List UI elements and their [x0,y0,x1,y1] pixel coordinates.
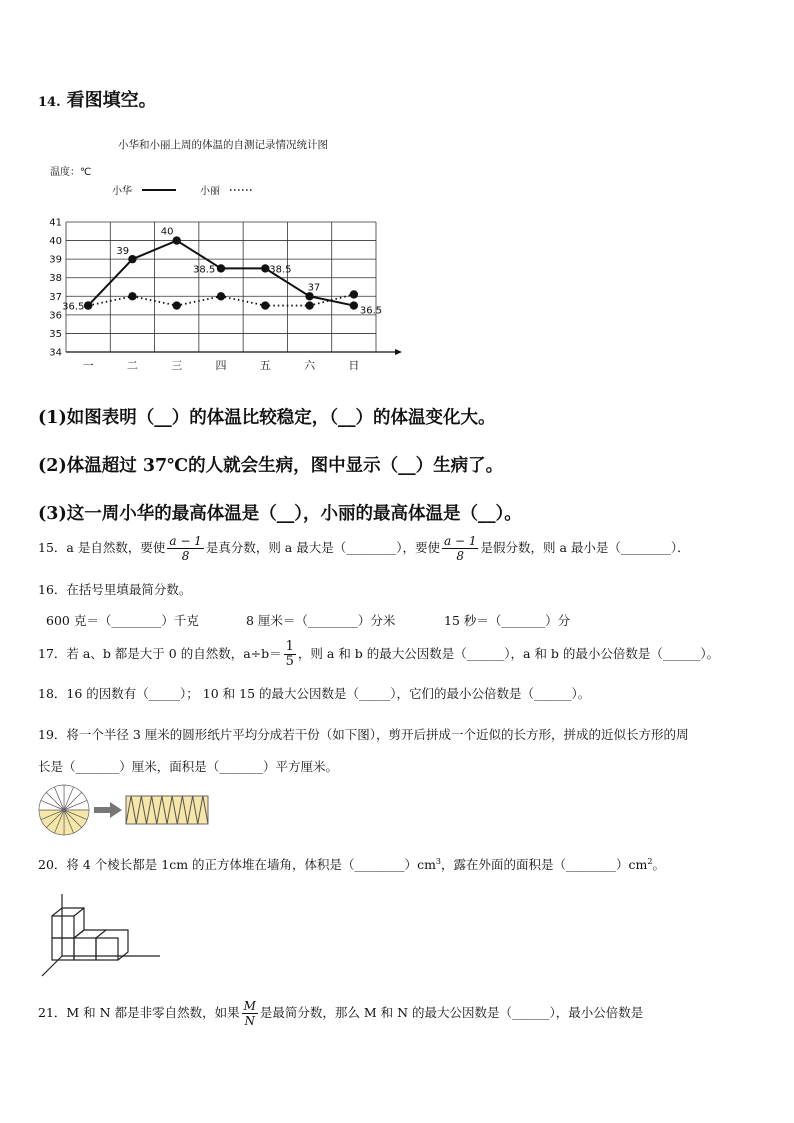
data-label: 39 [116,246,130,258]
q16-a: 600 克＝（________）千克 [46,613,199,628]
q17-fraction [284,640,296,669]
chart-y-label: 温度：℃ [50,167,92,178]
q15-part1: a 是自然数，要使 [66,540,166,555]
q21-frac-numerator: M [243,999,256,1013]
legend-xiaoli-label: 小丽 [200,186,220,197]
chart-grid [66,222,376,352]
q21-part2: 是最简分数，那么 M 和 N 的最大公因数是（______），最小公倍数是 [259,1005,644,1020]
data-label: 36.5 [359,305,383,317]
data-point-小丽 [217,292,225,300]
x-tick-label: 四 [215,359,227,372]
x-axis-arrow [395,349,402,355]
q21-part1: 21．M 和 N 都是非零自然数，如果 [38,1005,240,1020]
data-point-小华 [350,301,358,309]
q15-frac2-numerator: a − 1 [443,534,477,548]
data-point-小华 [128,255,136,263]
y-tick-label: 37 [49,291,62,303]
cube-bottom-3 [96,938,118,960]
chart-x-ticks [83,359,360,372]
data-label: 38.5 [269,264,292,276]
data-point-小华 [261,264,269,272]
q15 [38,534,690,563]
data-point-小丽 [84,301,92,309]
arrow-shaft [94,807,110,813]
q15-frac1-numerator: a − 1 [169,534,202,548]
q20-part1: 20．将 4 个棱长都是 1cm 的正方体堆在墙角，体积是（________） [38,857,418,872]
q14-sub3: (3)这一周小华的最高体温是（__），小丽的最高体温是（__）。 [38,504,522,524]
q20-cubes-figure [38,888,168,980]
sectored-circle [39,785,89,835]
q20-sup2: 2 [647,856,653,866]
q19-circle-rectangle-figure [36,782,216,838]
data-point-小丽 [128,292,136,300]
q17-part1: 17．若 a、b 都是大于 0 的自然数，a÷b＝ [38,646,282,661]
data-point-小丽 [173,301,181,309]
q20-unit2: cm [628,857,648,872]
q19-line1: 19．将一个半径 3 厘米的圆形纸片平均分成若干份（如下图），剪开后拼成一个近似的长方形，拼成的近似长方形的周 [38,727,689,742]
data-point-小华 [217,264,225,272]
x-tick-label: 二 [126,359,138,372]
q20-unit1: cm [417,857,436,872]
y-tick-label: 39 [49,254,62,266]
x-tick-label: 日 [348,359,360,372]
cube-bottom-2 [74,938,96,960]
y-tick-label: 41 [49,217,62,229]
x-tick-label: 六 [304,359,316,372]
q15-frac1-denominator: 8 [181,549,190,563]
data-point-小华 [305,292,313,300]
temperature-line-chart [40,130,420,380]
arrow-icon [110,802,122,818]
chart-y-ticks [49,218,62,359]
q17-frac-denominator: 5 [285,654,294,669]
data-point-小丽 [261,301,269,309]
q15-frac2-denominator: 8 [456,549,465,563]
q17 [38,640,719,669]
q16-text: 16．在括号里填最简分数。 [38,582,192,597]
data-label: 37 [307,282,321,294]
data-label: 40 [160,226,174,238]
x-tick-label: 三 [171,359,183,372]
x-tick-label: 一 [82,359,94,372]
cube-top [52,916,74,938]
cube-bottom-1 [52,938,74,960]
data-point-小丽 [350,290,358,298]
q18-text: 18．16 的因数有（_____）； 10 和 15 的最大公因数是（_____），它们的最小公倍数是（______）。 [38,686,591,701]
approx-rectangle [126,796,208,824]
q20-sup1: 3 [435,856,442,866]
q14-sub1: (1)如图表明（__）的体温比较稳定，（__）的体温变化大。 [38,408,496,428]
q17-frac-numerator: 1 [285,639,294,654]
y-tick-label: 40 [49,236,62,248]
y-tick-label: 36 [49,310,62,322]
legend-xiaohua-label: 小华 [112,186,132,197]
cube-top-edge [74,908,84,916]
data-label: 36.5 [62,301,85,313]
q16-b: 8 厘米＝（________）分米 [246,613,396,628]
q15-fraction-1 [167,534,203,563]
q21 [38,999,643,1028]
q15-part3: 是假分数，则 a 最小是（________）． [480,540,690,555]
y-tick-label: 38 [49,273,62,285]
q16-c: 15 秒＝（_______）分 [444,613,571,628]
q14-sub2: (2)体温超过 37℃的人就会生病，图中显示（__）生病了。 [38,456,504,476]
chart-title: 小华和小丽上周的体温的自测记录情况统计图 [118,139,328,151]
q20 [38,855,665,873]
q21-fraction [242,999,258,1028]
y-tick-label: 34 [49,347,62,359]
q20-part2: ，露在外面的面积是（________） [441,857,629,872]
q14-title [38,86,157,112]
q15-part2: 是真分数，则 a 最大是（________），要使 [205,540,440,555]
q14-number: 14. [38,95,61,110]
y-tick-label: 35 [49,328,62,340]
chart-axes [66,349,402,355]
q17-part2: ，则 a 和 b 的最大公因数是（______），a 和 b 的最小公倍数是（______）。 [297,646,720,661]
q14-title-text: 看图填空。 [66,90,157,111]
q15-fraction-2 [442,534,478,563]
x-tick-label: 五 [259,359,271,372]
data-point-小华 [173,236,181,244]
q15-number: 15． [38,540,67,555]
q19-line2: 长是（_______）厘米，面积是（_______）平方厘米。 [38,759,339,774]
data-label: 38.5 [193,264,216,276]
q21-frac-denominator: N [244,1014,255,1028]
data-point-小丽 [305,301,313,309]
q20-end: 。 [652,857,665,872]
